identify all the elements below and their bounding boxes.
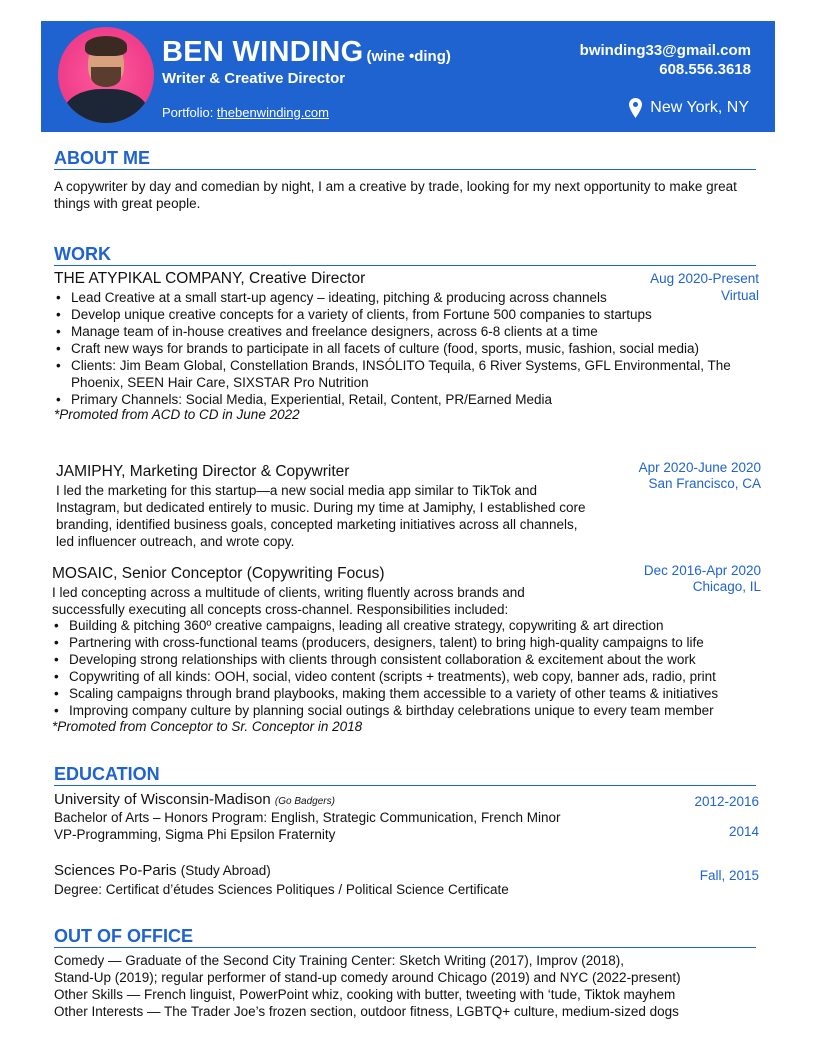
location	[629, 98, 749, 118]
job-2-description	[56, 482, 764, 550]
email[interactable]: bwinding33@gmail.com	[579, 42, 751, 59]
avatar	[58, 27, 154, 123]
header-banner	[41, 21, 775, 132]
school-1-line-2: VP-Programming, Sigma Phi Epsilon Fraternity	[54, 827, 336, 842]
school-1-name: University of Wisconsin-Madison	[54, 791, 271, 808]
work-heading: WORK	[54, 244, 756, 266]
school-1-date-2: 2014	[728, 824, 759, 839]
portfolio-link[interactable]: thebenwinding.com	[216, 105, 329, 120]
job-3-note: *Promoted from Conceptor to Sr. Conceptor in 2018	[52, 719, 363, 734]
job-1-date: Aug 2020-Present	[650, 271, 759, 286]
full-name: BEN WINDING	[162, 36, 364, 68]
job-1-note: *Promoted from ACD to CD in June 2022	[54, 407, 300, 422]
job-3-place: Chicago, IL	[692, 579, 761, 594]
about-heading: ABOUT ME	[54, 148, 756, 170]
list-item: • Manage team of in-house creatives and freelance designers, across 6-8 clients at a time	[54, 323, 764, 340]
school-1-line-1: Bachelor of Arts – Honors Program: English, Strategic Communication, French Minor	[54, 810, 561, 825]
portfolio	[162, 105, 329, 120]
list-item: • Craft new ways for brands to participate in all facets of culture (food, sports, music, fashion, social media)	[54, 340, 764, 357]
school-2-aside: (Study Abroad)	[180, 863, 271, 878]
education-heading: EDUCATION	[54, 764, 756, 786]
job-3-description: I led concepting across a multitude of clients, writing fluently across brands and successfully executing all concepts cross-channel. Responsibilities included:	[52, 585, 525, 617]
list-item: • Clients: Jim Beam Global, Constellation Brands, INSÓLITO Tequila, 6 River Systems, GFL Environmental, The Phoenix, SEEN Hair Care, SIXSTAR Pro Nutrition	[54, 357, 744, 391]
school-2	[54, 862, 271, 880]
school-2-line-1: Degree: Certificat d’études Sciences Politiques / Political Science Certificate	[54, 882, 509, 897]
job-1-bullets	[54, 289, 764, 408]
school-2-name: Sciences Po-Paris	[54, 862, 177, 879]
location-text: New York, NY	[650, 99, 749, 116]
job-3-date: Dec 2016-Apr 2020	[643, 563, 761, 578]
name-row	[162, 36, 451, 69]
job-3-title: MOSAIC, Senior Conceptor (Copywriting Focus)	[52, 565, 385, 582]
ooo-line-3: Other Skills — French linguist, PowerPoint whiz, cooking with butter, tweeting with ‘tude, Tiktok mayhem	[54, 987, 676, 1002]
school-2-date: Fall, 2015	[699, 868, 759, 883]
job-3-bullets	[52, 617, 782, 719]
job-1-title: THE ATYPIKAL COMPANY, Creative Director	[54, 270, 366, 287]
list-item: • Develop unique creative concepts for a variety of clients, from Fortune 500 companies to startups	[54, 306, 764, 323]
list-item: • Partnering with cross-functional teams (producers, designers, talent) to bring high-quality campaigns to life	[52, 634, 782, 651]
pronunciation: (wine •ding)	[366, 48, 451, 65]
ooo-line-1: Comedy — Graduate of the Second City Training Center: Sketch Writing (2017), Improv (2018),	[54, 953, 625, 968]
school-1	[54, 791, 335, 811]
contact-block	[580, 41, 751, 79]
job-1-place: Virtual	[720, 288, 759, 303]
job-title: Writer & Creative Director	[162, 70, 346, 87]
list-item: • Lead Creative at a small start-up agency – ideating, pitching & producing across channels	[54, 289, 764, 306]
ooo-text	[54, 952, 774, 1020]
ooo-heading: OUT OF OFFICE	[54, 926, 756, 948]
map-pin-icon	[629, 98, 642, 118]
list-item: • Improving company culture by planning social outings & birthday celebrations unique to every team member	[52, 702, 782, 719]
school-1-date: 2012-2016	[694, 794, 759, 809]
list-item: • Scaling campaigns through brand playbooks, making them accessible to a variety of other teams & initiatives	[52, 685, 782, 702]
about-text: A copywriter by day and comedian by night, I am a creative by trade, looking for my next opportunity to make great things with great people.	[54, 179, 737, 211]
list-item: • Copywriting of all kinds: OOH, social, video content (scripts + treatments), web copy, banner ads, radio, print	[52, 668, 782, 685]
list-item: • Developing strong relationships with clients through consistent collaboration & excitement about the work	[52, 651, 782, 668]
list-item: • Primary Channels: Social Media, Experiential, Retail, Content, PR/Earned Media	[54, 391, 764, 408]
list-item: • Building & pitching 360º creative campaigns, leading all creative strategy, copywriting & art direction	[52, 617, 782, 634]
phone[interactable]: 608.556.3618	[659, 61, 751, 78]
job-2-desc-text: I led the marketing for this startup—a new social media app similar to TikTok and Instagram, but dedicated entirely to music. During my time at Jamiphy, I established core branding, identified business goals, concepted marketing initiatives across all channels, led influencer outreach, and wrote copy.	[56, 483, 586, 549]
portfolio-label: Portfolio:	[162, 105, 217, 120]
job-2-title: JAMIPHY, Marketing Director & Copywriter	[56, 463, 350, 480]
ooo-line-4: Other Interests — The Trader Joe’s frozen section, outdoor fitness, LGBTQ+ culture, medium-sized dogs	[54, 1004, 679, 1019]
job-2-date: Apr 2020-June 2020	[638, 460, 761, 475]
school-1-aside: (Go Badgers)	[274, 796, 335, 807]
ooo-line-2: Stand-Up (2019); regular performer of stand-up comedy around Chicago (2019) and NYC (2022-present)	[54, 970, 681, 985]
job-2-place: San Francisco, CA	[648, 476, 761, 491]
